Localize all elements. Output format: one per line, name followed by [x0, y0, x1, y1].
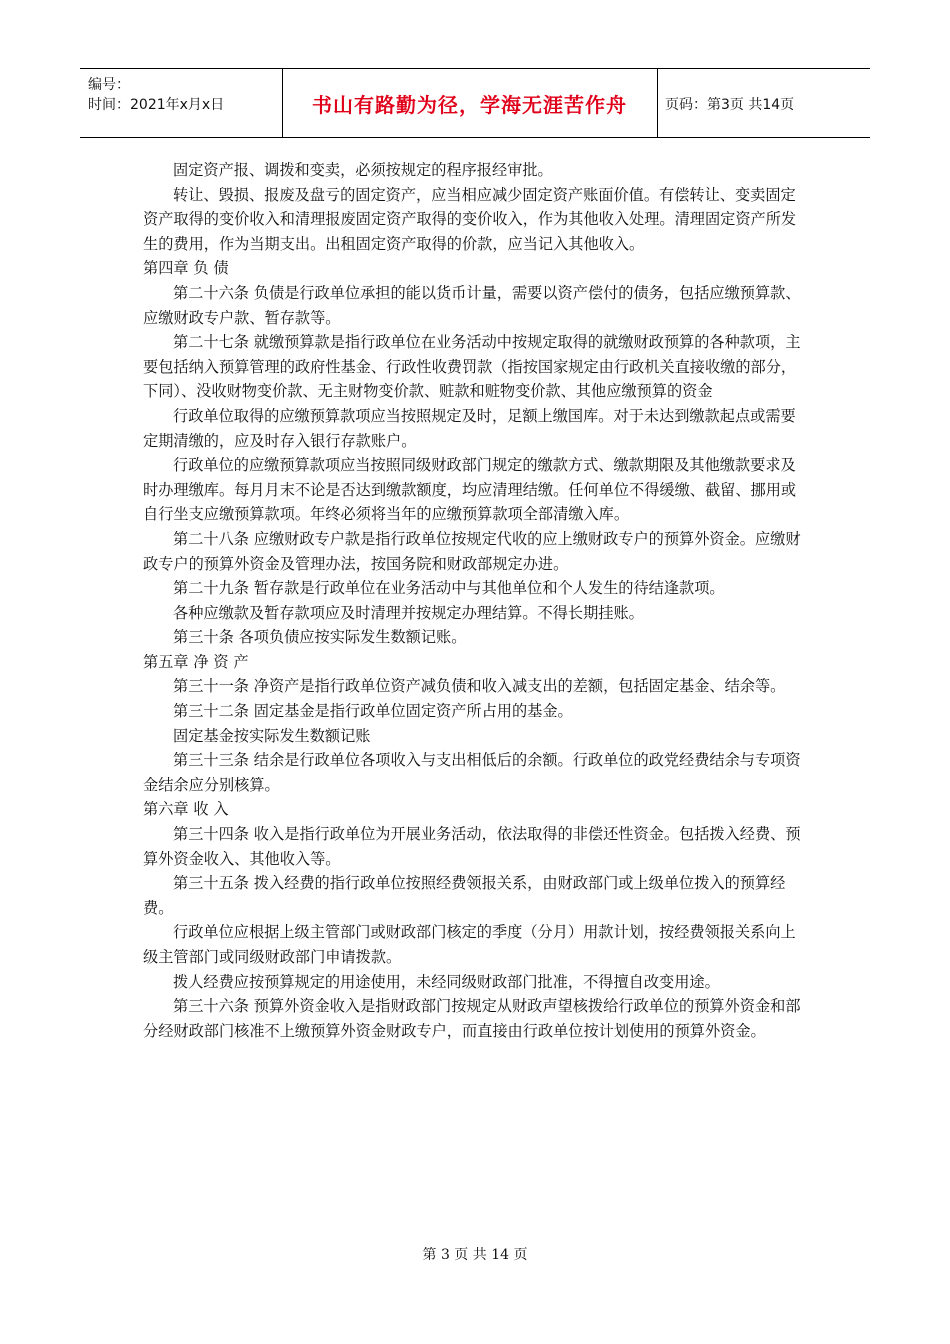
chapter-heading: 第六章 收 入	[143, 800, 229, 819]
paragraph: 行政单位的应缴预算款项应当按照同级财政部门规定的缴款方式、缴款期限及其他缴款要求及时办理缴库。每月月末不论是否达到缴款额度，均应清理结缴。任何单位不得缓缴、截留、挪用或自行坐支应缴预算款项。年终必须将当年的应缴预算款项全部清缴入库。	[143, 456, 797, 524]
article-32: 第三十二条 固定基金是指行政单位固定资产所占用的基金。	[173, 702, 573, 721]
chapter-heading: 第五章 净 资 产	[143, 652, 249, 671]
article-31: 第三十一条 净资产是指行政单位资产减负债和收入减支出的差额，包括固定基金、结余等。	[173, 677, 786, 696]
article-34: 第三十四条 收入是指行政单位为开展业务活动，依法取得的非偿还性资金。包括拨入经费、预算外资金收入、其他收入等。	[143, 825, 801, 868]
paragraph: 拨人经费应按预算规定的用途使用，未经同级财政部门批准，不得擅自改变用途。	[173, 972, 720, 991]
article-36: 第三十六条 预算外资金收入是指财政部门按规定从财政声望核拨给行政单位的预算外资金和部分经财政部门核准不上缴预算外资金财政专户，而直接由行政单位按计划使用的预算外资金。	[143, 997, 801, 1040]
document-body	[143, 158, 810, 1043]
header-page-number: 页码：第3页 共14页	[665, 97, 795, 113]
article-28: 第二十八条 应缴财政专户款是指行政单位按规定代收的应上缴财政专户的预算外资金。应缴财政专户的预算外资金及管理办法，按国务院和财政部规定办进。	[143, 529, 801, 573]
chapter-heading: 第四章 负 债	[143, 259, 229, 278]
page-footer: 第 3 页 共 14 页	[422, 1247, 528, 1263]
article-30: 第三十条 各项负债应按实际发生数额记账。	[173, 628, 467, 647]
document-date-label: 时间：2021年x月x日	[88, 97, 225, 113]
article-26: 第二十六条 负债是行政单位承担的能以货币计量，需要以资产偿付的债务，包括应缴预算款、应缴财政专户款、暂存款等。	[143, 283, 801, 327]
paragraph: 转让、毁损、报废及盘亏的固定资产，应当相应减少固定资产账面价值。有偿转让、变卖固定资产取得的变价收入和清理报废固定资产取得的变价收入，作为其他收入处理。清理固定资产所发生的费用，作为当期支出。出租固定资产取得的价款，应当记入其他收入。	[143, 185, 797, 253]
paragraph: 行政单位取得的应缴预算款项应当按照规定及时，足额上缴国库。对于未达到缴款起点或需要定期清缴的，应及时存入银行存款账户。	[143, 406, 796, 450]
page-header	[80, 68, 870, 138]
paragraph: 固定资产报、调拨和变卖，必须按规定的程序报经审批。	[173, 161, 553, 179]
paragraph: 行政单位应根据上级主管部门或财政部门核定的季度（分月）用款计划，按经费领报关系向上级主管部门或同级财政部门申请拨款。	[143, 923, 796, 966]
article-33: 第三十三条 结余是行政单位各项收入与支出相低后的余额。行政单位的政党经费结余与专项资金结余应分别核算。	[143, 751, 801, 794]
header-motto: 书山有路勤为径，学海无涯苦作舟	[312, 93, 627, 117]
article-27: 第二十七条 就缴预算款是指行政单位在业务活动中按规定取得的就缴财政预算的各种款项，主要包括纳入预算管理的政府性基金、行政性收费罚款（指按国家规定由行政机关直接收缴的部分，下同）、没收财物变价款、无主财物变价款、赃款和赃物变价款、其他应缴预算的资金	[143, 333, 801, 401]
paragraph: 固定基金按实际发生数额记账	[173, 726, 371, 745]
header-meta	[88, 75, 224, 115]
document-number-label: 编号：	[88, 77, 130, 93]
article-35: 第三十五条 拨入经费的指行政单位按照经费领报关系，由财政部门或上级单位拨入的预算经费。	[143, 874, 786, 917]
header-divider	[657, 69, 658, 137]
paragraph: 各种应缴款及暂存款项应及时清理并按规定办理结算。不得长期挂账。	[173, 603, 644, 622]
article-29: 第二十九条 暂存款是行政单位在业务活动中与其他单位和个人发生的待结逢款项。	[173, 579, 725, 598]
